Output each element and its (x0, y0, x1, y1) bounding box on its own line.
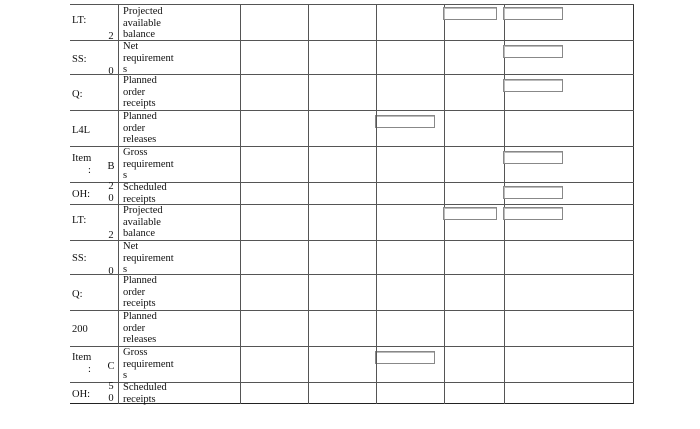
answer-input[interactable] (503, 79, 563, 92)
table-row (70, 204, 634, 240)
table-row (70, 146, 634, 182)
period-cell (504, 183, 634, 204)
table-row (70, 40, 634, 77)
period-cell (504, 347, 634, 382)
period-cell (504, 275, 634, 310)
param-value: 2 (108, 31, 114, 42)
period-cell (376, 347, 444, 382)
period-cell (240, 183, 308, 204)
period-cell (376, 311, 444, 346)
param-label: Item : (72, 153, 92, 176)
period-cell (376, 5, 444, 40)
period-cell (376, 41, 444, 74)
period-cell (308, 183, 376, 204)
table-row (70, 310, 634, 346)
param-value (104, 277, 118, 312)
row-label-cell: Projected available balance (118, 205, 240, 240)
param-value: 0 (108, 266, 114, 277)
period-cell (376, 147, 444, 182)
param-value (104, 313, 118, 348)
param-value: 2 (108, 230, 114, 241)
period-cell (444, 111, 504, 146)
param-value: 5 0 (108, 381, 114, 404)
period-cell (308, 147, 376, 182)
param-label: Q: (72, 289, 83, 300)
period-cell (376, 183, 444, 204)
row-label-cell: Scheduled receipts (118, 183, 240, 204)
period-cell (240, 241, 308, 274)
period-cell (240, 75, 308, 110)
table-row (70, 110, 634, 146)
table-row (70, 274, 634, 310)
period-cell (504, 75, 634, 110)
period-cell (444, 183, 504, 204)
period-cell (504, 205, 634, 240)
period-cell (504, 111, 634, 146)
period-cell (240, 311, 308, 346)
period-cell (376, 383, 444, 404)
period-cell (240, 5, 308, 40)
period-cell (504, 383, 634, 404)
period-cell (504, 5, 634, 40)
param-label: OH: (72, 389, 91, 400)
period-cell (444, 75, 504, 110)
period-cell (444, 383, 504, 404)
period-cell (376, 111, 444, 146)
row-label-cell: Planned order receipts (118, 275, 240, 310)
param-label: SS: (72, 54, 87, 65)
answer-input[interactable] (443, 207, 497, 220)
period-cell (240, 41, 308, 74)
period-cell (240, 275, 308, 310)
param-value: C (107, 360, 115, 372)
period-cell (444, 147, 504, 182)
period-cell (240, 147, 308, 182)
answer-input[interactable] (503, 151, 563, 164)
param-label: Item : (72, 352, 92, 375)
period-cell (376, 241, 444, 274)
param-label: 200 (72, 324, 88, 335)
row-label-cell: Scheduled receipts (118, 383, 240, 404)
period-cell (308, 41, 376, 74)
table-row (70, 4, 634, 40)
period-cell (308, 275, 376, 310)
period-cell (444, 241, 504, 274)
period-cell (308, 383, 376, 404)
row-label-cell: Planned order releases (118, 311, 240, 346)
period-cell (504, 147, 634, 182)
answer-input[interactable] (503, 207, 563, 220)
period-cell (376, 205, 444, 240)
mrp-table (70, 0, 634, 404)
row-label-cell: Net requirement s (118, 41, 240, 74)
table-row (70, 382, 634, 404)
period-cell (308, 311, 376, 346)
row-label-cell: Planned order releases (118, 111, 240, 146)
period-cell (240, 383, 308, 404)
period-cell (240, 347, 308, 382)
period-cell (308, 5, 376, 40)
row-label-cell: Gross requirement s (118, 147, 240, 182)
period-cell (444, 311, 504, 346)
row-label-cell: Projected available balance (118, 5, 240, 40)
period-cell (444, 5, 504, 40)
period-cell (308, 111, 376, 146)
param-value (104, 77, 118, 112)
period-cell (444, 205, 504, 240)
period-cell (504, 41, 634, 74)
table-row (70, 346, 634, 382)
period-cell (308, 241, 376, 274)
row-label-cell: Planned order receipts (118, 75, 240, 110)
table-row (70, 182, 634, 204)
period-cell (444, 275, 504, 310)
param-label: OH: (72, 189, 91, 200)
param-label: LT: (72, 215, 87, 226)
answer-input[interactable] (503, 45, 563, 58)
param-value: 2 0 (108, 181, 114, 204)
answer-input[interactable] (503, 7, 563, 20)
period-cell (308, 347, 376, 382)
period-cell (376, 275, 444, 310)
param-label: LT: (72, 15, 87, 26)
period-cell (504, 241, 634, 274)
param-value: B (107, 160, 115, 172)
answer-input[interactable] (503, 186, 563, 199)
param-label: Q: (72, 89, 83, 100)
param-value (104, 113, 118, 148)
period-cell (444, 347, 504, 382)
period-cell (240, 205, 308, 240)
param-label: SS: (72, 253, 87, 264)
period-cell (240, 111, 308, 146)
param-value: 0 (108, 66, 114, 77)
period-cell (444, 41, 504, 74)
period-cell (504, 311, 634, 346)
table-row (70, 240, 634, 277)
row-label-cell: Gross requirement s (118, 347, 240, 382)
row-label-cell: Net requirement s (118, 241, 240, 274)
period-cell (308, 205, 376, 240)
period-cell (376, 75, 444, 110)
table-row (70, 74, 634, 110)
param-label: L4L (72, 125, 91, 136)
period-cell (308, 75, 376, 110)
answer-input[interactable] (443, 7, 497, 20)
